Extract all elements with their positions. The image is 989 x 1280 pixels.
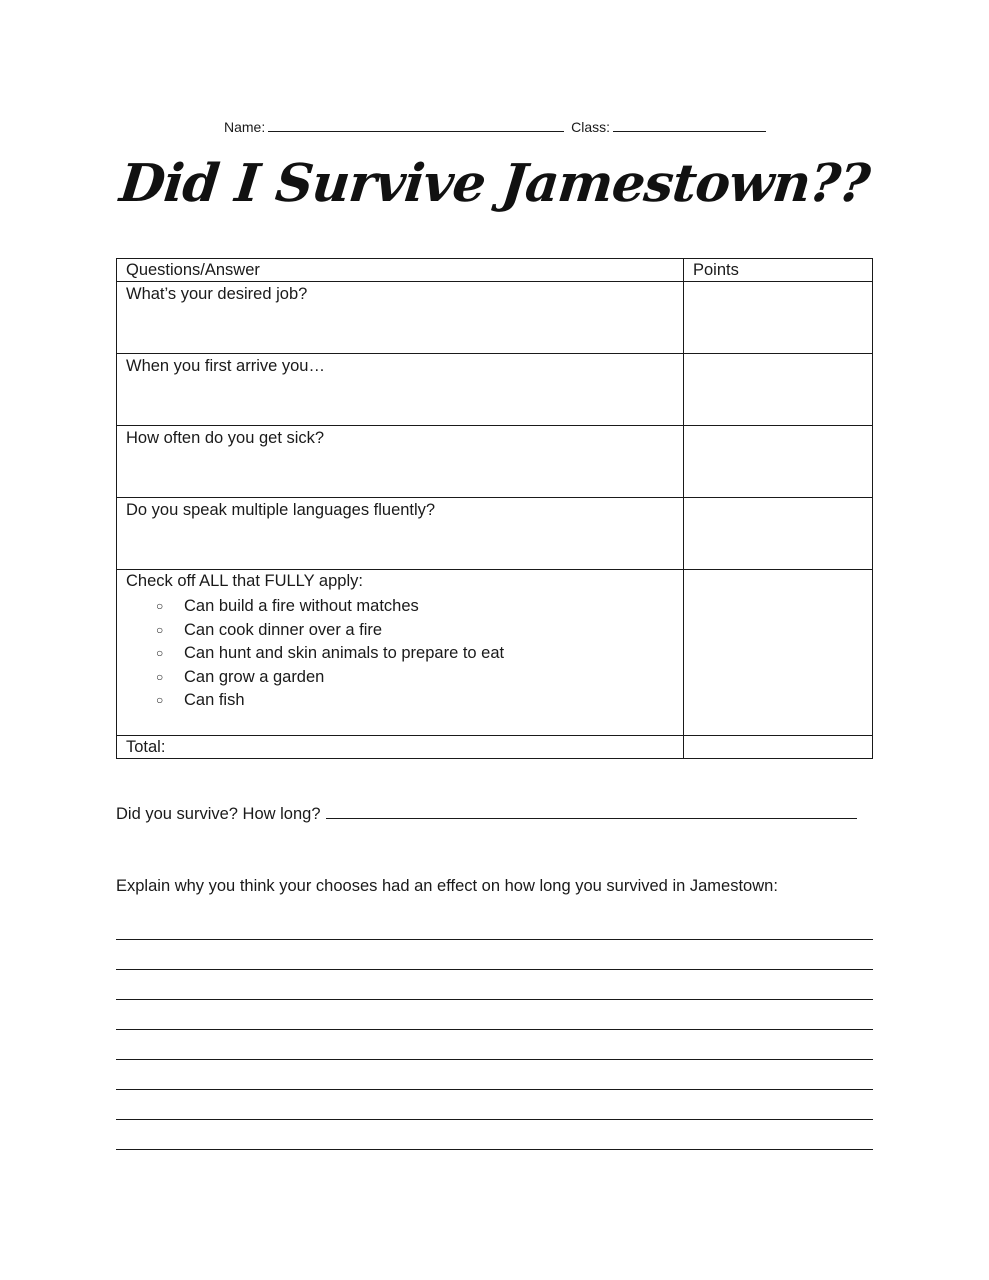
table-header-row — [117, 259, 873, 282]
question-cell: How often do you get sick? — [117, 426, 684, 498]
class-label: Class: — [571, 119, 611, 135]
points-cell[interactable] — [684, 498, 873, 570]
checklist-item-label: Can grow a garden — [184, 667, 325, 686]
circle-bullet-icon: ○ — [156, 622, 164, 637]
name-blank[interactable] — [268, 117, 564, 132]
worksheet-title: Did I Survive Jamestown?? — [116, 153, 873, 214]
checklist-options — [126, 595, 674, 713]
writing-line[interactable] — [116, 969, 873, 970]
checklist-item-label: Can hunt and skin animals to prepare to eat — [184, 644, 505, 663]
explain-prompt: Explain why you think your chooses had an effect on how long you survived in Jamestown: — [116, 877, 778, 895]
checklist-item[interactable] — [156, 595, 674, 619]
checklist-item[interactable] — [156, 642, 674, 666]
circle-bullet-icon: ○ — [156, 669, 164, 684]
points-cell[interactable] — [684, 570, 873, 736]
table-row — [117, 354, 873, 426]
checklist-item-label: Can cook dinner over a fire — [184, 620, 383, 639]
circle-bullet-icon: ○ — [156, 693, 164, 707]
question-cell: What’s your desired job? — [117, 282, 684, 354]
circle-bullet-icon: ○ — [156, 646, 164, 660]
questions-table — [116, 258, 873, 759]
survive-answer-blank[interactable] — [326, 801, 857, 819]
checklist-row — [117, 570, 873, 736]
total-row — [117, 736, 873, 759]
checklist-cell — [117, 570, 684, 736]
writing-line[interactable] — [116, 1029, 873, 1030]
total-label: Total: — [117, 736, 684, 759]
total-points-cell[interactable] — [684, 736, 873, 759]
writing-line[interactable] — [116, 1059, 873, 1060]
points-cell[interactable] — [684, 282, 873, 354]
points-header: Points — [684, 259, 873, 282]
question-cell: When you first arrive you… — [117, 354, 684, 426]
question-cell: Do you speak multiple languages fluently? — [117, 498, 684, 570]
points-cell[interactable] — [684, 426, 873, 498]
points-cell[interactable] — [684, 354, 873, 426]
checklist-item-label: Can fish — [184, 691, 245, 710]
writing-line[interactable] — [116, 939, 873, 940]
table-row — [117, 426, 873, 498]
circle-bullet-icon: ○ — [156, 599, 164, 613]
writing-line[interactable] — [116, 1119, 873, 1120]
questions-header: Questions/Answer — [117, 259, 684, 282]
writing-line[interactable] — [116, 1089, 873, 1090]
writing-line[interactable] — [116, 999, 873, 1000]
checklist-item-label: Can build a fire without matches — [184, 597, 419, 616]
header-line — [224, 117, 769, 135]
checklist-item[interactable] — [156, 689, 674, 713]
writing-line[interactable] — [116, 1149, 873, 1150]
checklist-item[interactable] — [156, 666, 674, 690]
checklist-label: Check off ALL that FULLY apply: — [126, 572, 363, 590]
survive-question: Did you survive? How long? — [116, 805, 321, 823]
table-row — [117, 498, 873, 570]
survive-question-line — [116, 801, 857, 824]
name-label: Name: — [224, 119, 266, 135]
checklist-item[interactable] — [156, 619, 674, 643]
table-row — [117, 282, 873, 354]
class-blank[interactable] — [613, 117, 766, 132]
